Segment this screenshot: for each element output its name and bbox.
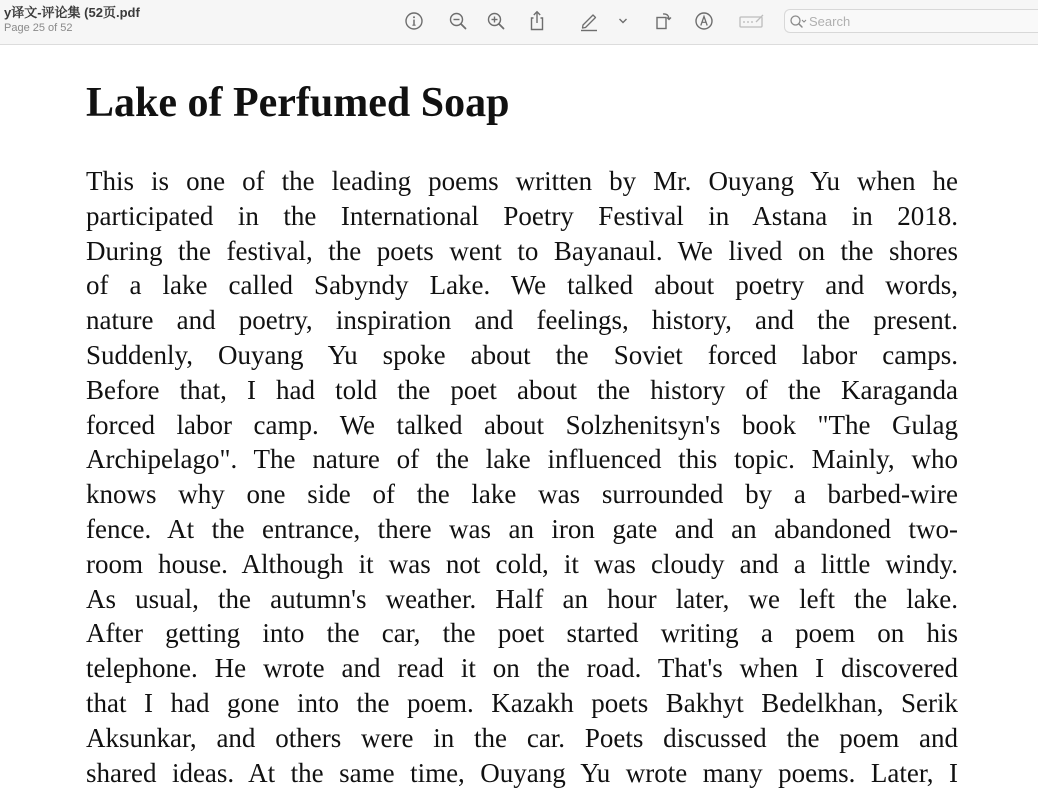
text-line: Aksunkar, and others were in the car. Poets discussed the poem and: [86, 722, 958, 753]
search-input[interactable]: [809, 12, 1029, 30]
rotate-icon: [653, 11, 673, 31]
toolbar: [0, 0, 1038, 45]
text-line: nature and poetry, inspiration and feelings, history, and the present.: [86, 305, 958, 336]
text-line: knows why one side of the lake was surrounded by a barbed-wire: [86, 479, 958, 510]
zoom-out-button[interactable]: [446, 9, 470, 33]
text-line: telephone. He wrote and read it on the road. That's when I discovered: [86, 653, 958, 684]
form-icon: [738, 11, 766, 31]
text-line: After getting into the car, the poet started writing a poem on his: [86, 618, 958, 649]
text-line: forced labor camp. We talked about Solzhenitsyn's book "The Gulag: [86, 409, 958, 440]
rotate-button[interactable]: [651, 9, 675, 33]
text-line: room house. Although it was not cold, it was cloudy and a little windy.: [86, 548, 958, 579]
search-icon: [789, 14, 807, 30]
zoom-out-icon: [448, 11, 468, 31]
text-line: shared ideas. At the same time, Ouyang Yu wrote many poems. Later, I: [86, 757, 958, 788]
form-fill-button[interactable]: [738, 9, 766, 33]
page-heading: Lake of Perfumed Soap: [86, 80, 510, 126]
share-icon: [527, 10, 547, 32]
text-line: Archipelago". The nature of the lake influenced this topic. Mainly, who: [86, 444, 958, 475]
highlight-button[interactable]: [577, 9, 601, 33]
text-line: During the festival, the poets went to Bayanaul. We lived on the shores: [86, 235, 958, 266]
text-line: As usual, the autumn's weather. Half an hour later, we left the lake.: [86, 583, 958, 614]
document-title: y译文-评论集 (52页.pdf: [4, 5, 140, 20]
zoom-in-icon: [486, 11, 506, 31]
text-line: fence. At the entrance, there was an iron gate and an abandoned two-: [86, 513, 958, 544]
title-block: [4, 6, 140, 34]
text-line: This is one of the leading poems written by Mr. Ouyang Yu when he: [86, 166, 958, 196]
page-indicator: Page 25 of 52: [4, 22, 73, 34]
text-line: Before that, I had told the poet about the history of the Karaganda: [86, 374, 958, 405]
share-button[interactable]: [525, 9, 549, 33]
text-line: that I had gone into the poem. Kazakh poets Bakhyt Bedelkhan, Serik: [86, 687, 958, 718]
markup-icon: [694, 11, 714, 31]
text-line: of a lake called Sabyndy Lake. We talked about poetry and words,: [86, 270, 958, 301]
pdf-page: [0, 46, 1038, 797]
zoom-in-button[interactable]: [484, 9, 508, 33]
info-icon: [404, 11, 424, 31]
annotate-button[interactable]: [692, 9, 716, 33]
text-line: participated in the International Poetry Festival in Astana in 2018.: [86, 200, 958, 231]
body-paragraph: [86, 164, 958, 790]
search-field[interactable]: [784, 9, 1038, 33]
markup-menu-button[interactable]: [613, 9, 633, 33]
chevron-down-icon: [618, 17, 628, 25]
info-button[interactable]: [402, 9, 426, 33]
text-line: Suddenly, Ouyang Yu spoke about the Soviet forced labor camps.: [86, 339, 958, 370]
pencil-icon: [578, 10, 600, 32]
